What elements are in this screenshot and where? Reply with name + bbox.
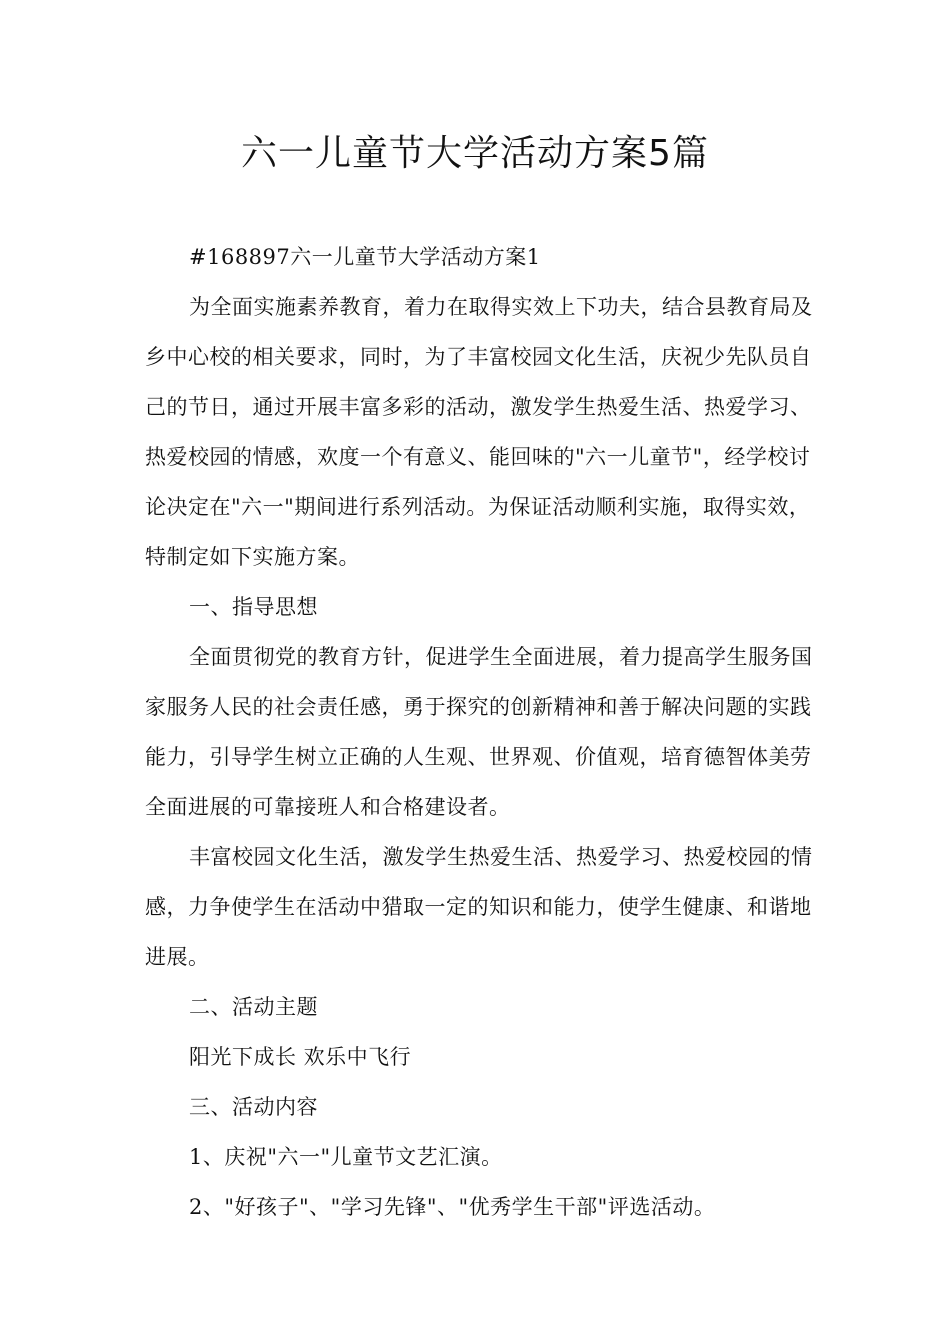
section-heading-guiding-ideology: 一、指导思想 [189,595,318,619]
section-heading-activity-theme: 二、活动主题 [189,995,318,1019]
activity-theme-text: 阳光下成长 欢乐中飞行 [189,1045,412,1069]
intro-paragraph: 为全面实施素养教育，着力在取得实效上下功夫，结合县教育局及乡中心校的相关要求，同时，为了丰富校园文化生活，庆祝少先队员自己的节日，通过开展丰富多彩的活动，激发学生热爱生活、热爱学习、热爱校园的情感，欢度一个有意义、能回味的"六一儿童节"，经学校讨论决定在"六一"期间进行系列活动。为保证活动顺利实施，取得实效，特制定如下实施方案。 [145,295,813,569]
guiding-ideology-paragraph-2: 丰富校园文化生活，激发学生热爱生活、热爱学习、热爱校园的情感，力争使学生在活动中猎取一定的知识和能力，使学生健康、和谐地进展。 [145,845,813,969]
activity-item-2: 2、"好孩子"、"学习先锋"、"优秀学生干部"评选活动。 [189,1195,716,1219]
document-body [145,232,813,1232]
guiding-ideology-paragraph-1: 全面贯彻党的教育方针，促进学生全面进展，着力提高学生服务国家服务人民的社会责任感，勇于探究的创新精神和善于解决问题的实践能力，引导学生树立正确的人生观、世界观、价值观，培育德智体美劳全面进展的可靠接班人和合格建设者。 [145,645,813,819]
section-heading-activity-content: 三、活动内容 [189,1095,318,1119]
document-title: 六一儿童节大学活动方案5篇 [241,133,709,174]
activity-item-1: 1、庆祝"六一"儿童节文艺汇演。 [189,1145,503,1169]
plan-heading: #168897六一儿童节大学活动方案1 [189,245,541,269]
